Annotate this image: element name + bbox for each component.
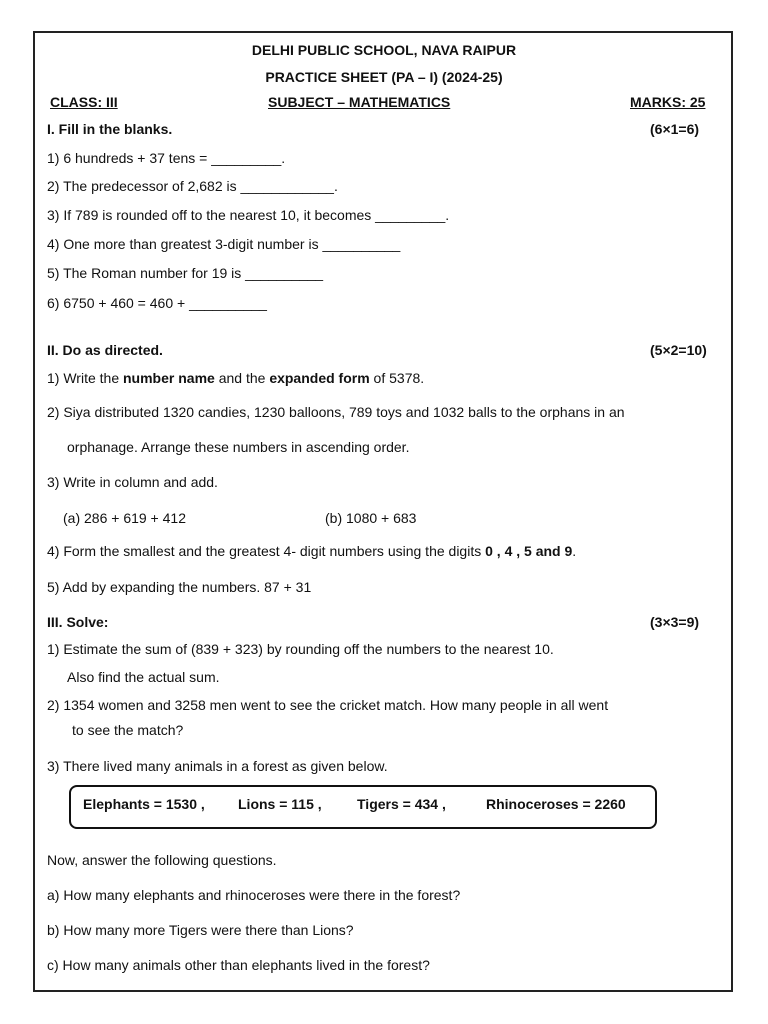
s2-question-4 bbox=[47, 542, 576, 560]
q4-digits: 0 , 4 , 5 and 9 bbox=[485, 543, 573, 559]
section3-title: III. Solve: bbox=[47, 614, 109, 630]
q1-text-a: 1) Write the bbox=[47, 370, 123, 386]
s3-question-3a: a) How many elephants and rhinoceroses were there in the forest? bbox=[47, 887, 461, 903]
s3-question-1-line2: Also find the actual sum. bbox=[67, 669, 220, 685]
s3-question-1-line1: 1) Estimate the sum of (839 + 323) by rounding off the numbers to the nearest 10. bbox=[47, 641, 554, 657]
answer-instruction: Now, answer the following questions. bbox=[47, 852, 277, 868]
s2-question-1 bbox=[47, 369, 424, 387]
marks-label: MARKS: 25 bbox=[630, 94, 706, 110]
section1-marks: (6×1=6) bbox=[650, 121, 700, 137]
section3-marks: (3×3=9) bbox=[650, 614, 700, 630]
sheet-title: PRACTICE SHEET (PA – I) (2024-25) bbox=[265, 69, 503, 85]
rhinoceroses-count: Rhinoceroses = 2260 bbox=[486, 796, 626, 812]
school-name: DELHI PUBLIC SCHOOL, NAVA RAIPUR bbox=[251, 42, 517, 58]
s3-question-2-line2: to see the match? bbox=[72, 722, 184, 738]
q1-text-c: and the bbox=[214, 370, 270, 386]
s3-question-3b: b) How many more Tigers were there than Lions? bbox=[47, 922, 354, 938]
s2-question-2-line1: 2) Siya distributed 1320 candies, 1230 balloons, 789 toys and 1032 balls to the orphans in an bbox=[47, 404, 625, 420]
s2-question-3b: (b) 1080 + 683 bbox=[325, 510, 417, 526]
s3-question-3c: c) How many animals other than elephants lived in the forest? bbox=[47, 957, 430, 973]
q4-text-a: 4) Form the smallest and the greatest 4- digit numbers using the digits bbox=[47, 543, 486, 559]
s1-question-5: 5) The Roman number for 19 is __________ bbox=[47, 265, 324, 281]
q1-expanded-form: expanded form bbox=[269, 370, 370, 386]
section2-marks: (5×2=10) bbox=[650, 342, 707, 358]
s3-question-3: 3) There lived many animals in a forest as given below. bbox=[47, 758, 388, 774]
s2-question-2-line2: orphanage. Arrange these numbers in ascending order. bbox=[67, 439, 410, 455]
s3-question-2-line1: 2) 1354 women and 3258 men went to see the cricket match. How many people in all went bbox=[47, 697, 609, 713]
s2-question-5: 5) Add by expanding the numbers. 87 + 31 bbox=[47, 579, 312, 595]
class-label: CLASS: III bbox=[50, 94, 118, 110]
s2-question-3: 3) Write in column and add. bbox=[47, 474, 218, 490]
s1-question-4: 4) One more than greatest 3-digit number is __________ bbox=[47, 236, 401, 252]
tigers-count: Tigers = 434 , bbox=[357, 796, 446, 812]
q1-number-name: number name bbox=[123, 370, 215, 386]
s2-question-3a: (a) 286 + 619 + 412 bbox=[63, 510, 186, 526]
animal-counts-box bbox=[69, 785, 657, 829]
q4-text-c: . bbox=[572, 543, 577, 559]
s1-question-2: 2) The predecessor of 2,682 is ____________. bbox=[47, 178, 338, 194]
s1-question-1: 1) 6 hundreds + 37 tens = _________. bbox=[47, 150, 286, 166]
s1-question-3: 3) If 789 is rounded off to the nearest 10, it becomes _________. bbox=[47, 207, 450, 223]
q1-text-e: of 5378. bbox=[369, 370, 425, 386]
subject-label: SUBJECT – MATHEMATICS bbox=[268, 94, 451, 110]
section2-title: II. Do as directed. bbox=[47, 342, 163, 358]
elephants-count: Elephants = 1530 , bbox=[83, 796, 205, 812]
s1-question-6: 6) 6750 + 460 = 460 + __________ bbox=[47, 295, 267, 311]
section1-title: I. Fill in the blanks. bbox=[47, 121, 173, 137]
lions-count: Lions = 115 , bbox=[238, 796, 322, 812]
